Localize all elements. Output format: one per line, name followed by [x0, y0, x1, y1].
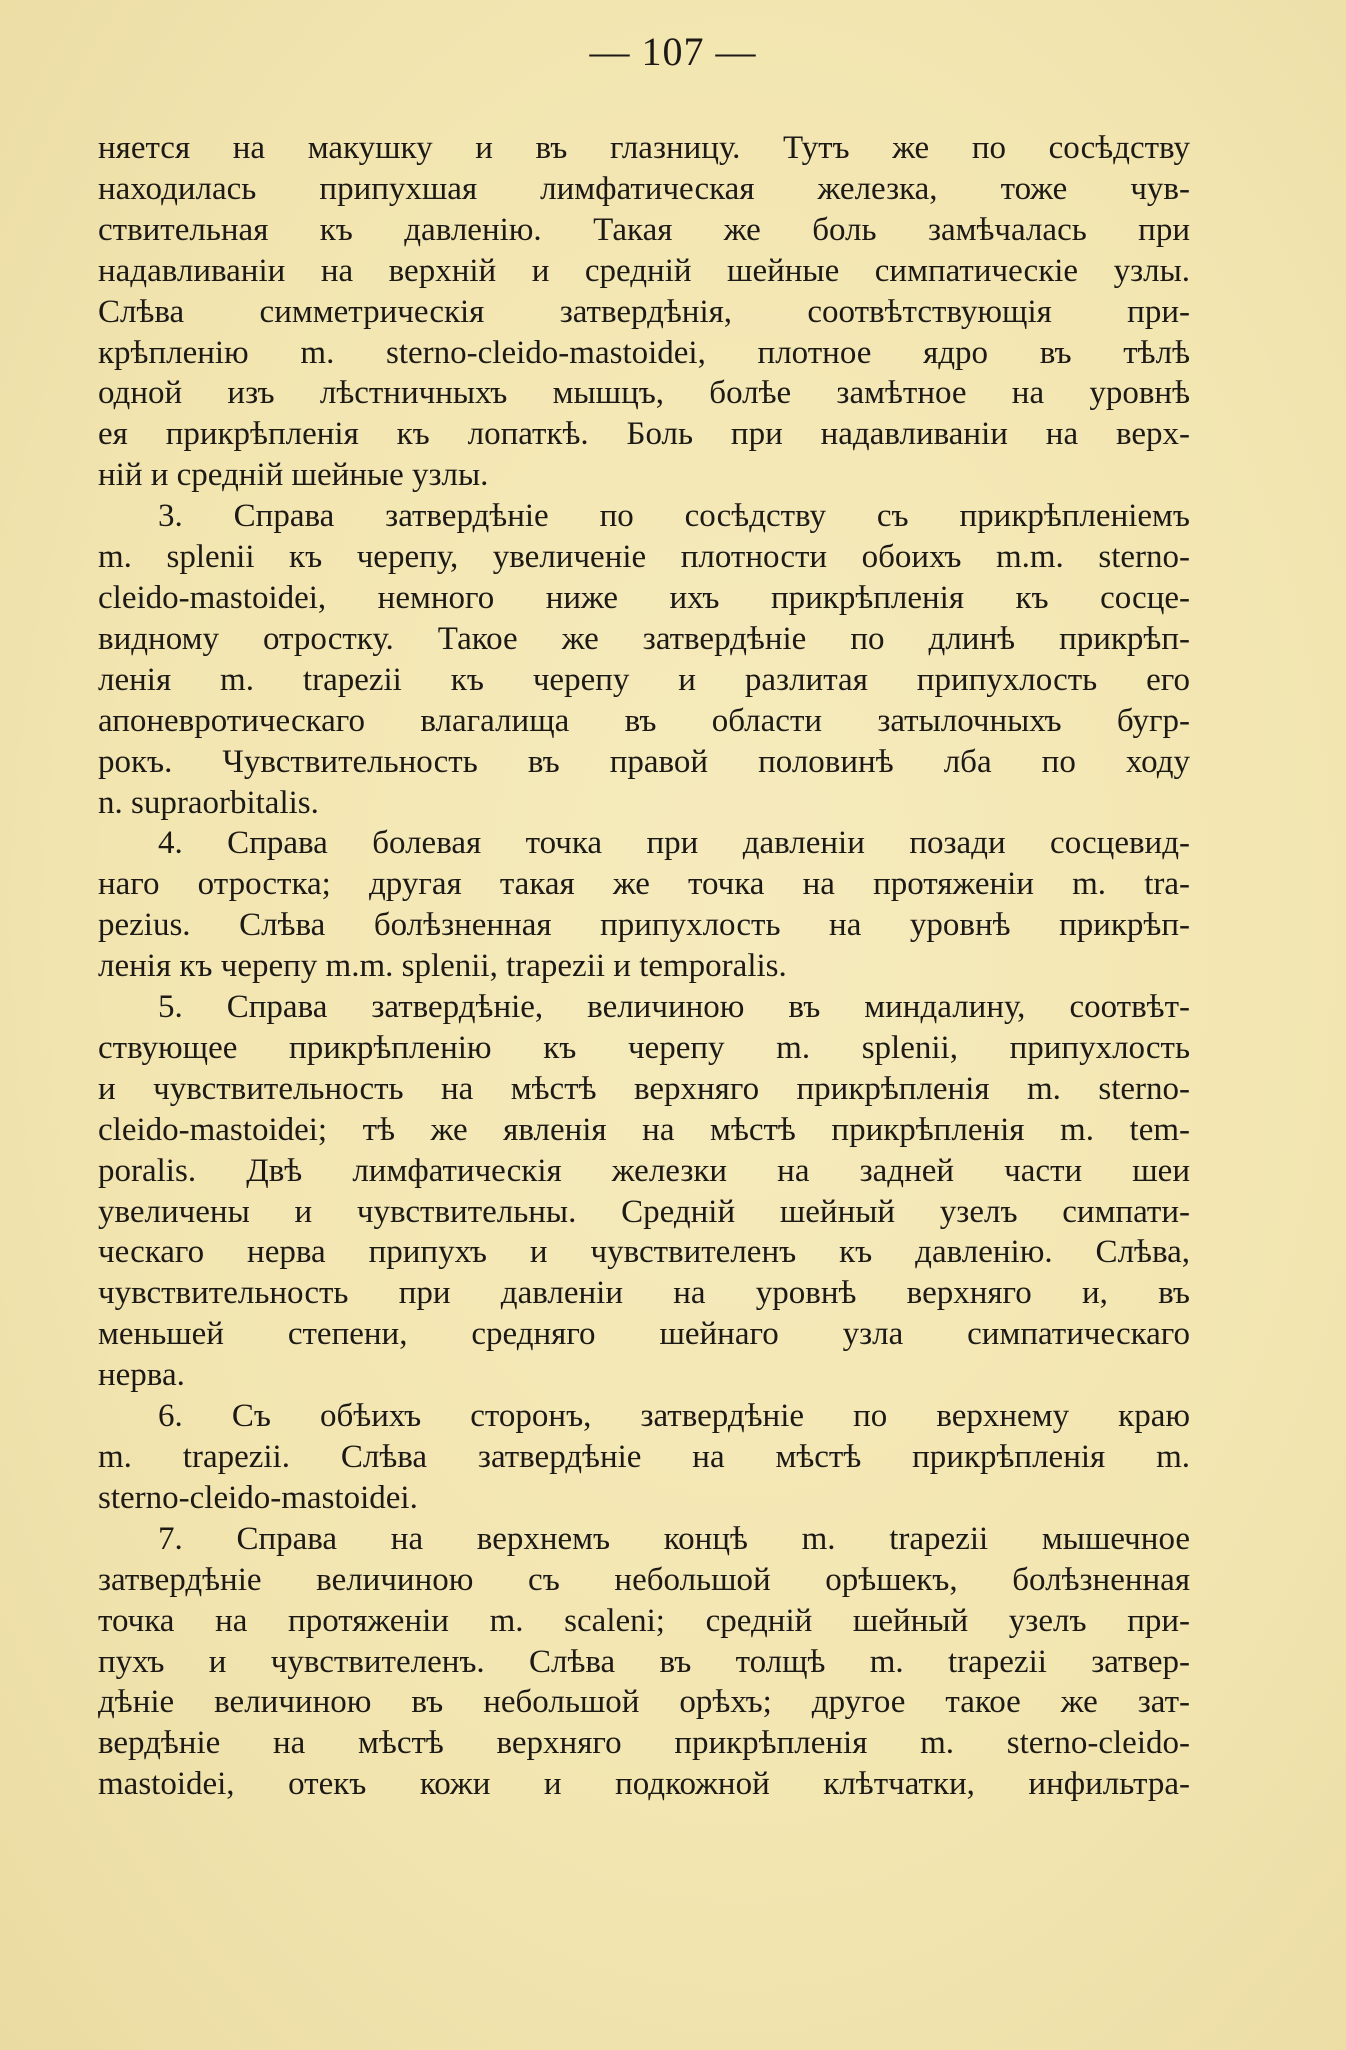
text-line: вердѣніе на мѣстѣ верхняго прикрѣпленія m. sterno-cleido- [98, 1725, 1190, 1762]
text-line: меньшей степени, средняго шейнаго узла симпатическаго [98, 1316, 1190, 1353]
text-line: m. splenii къ черепу, увеличеніе плотности обоихъ m.m. sterno- [98, 539, 1190, 576]
text-line: sterno-cleido-mastoidei. [98, 1479, 418, 1516]
text-line: пухъ и чувствителенъ. Слѣва въ толщѣ m. trapezii затвер- [98, 1643, 1190, 1680]
text-line: одной изъ лѣстничныхъ мышцъ, болѣе замѣтное на уровнѣ [98, 375, 1190, 412]
paragraph-first-line: 7. Справа на верхнемъ концѣ m. trapezii мышечное [158, 1520, 1190, 1557]
text-line: находилась припухшая лимфатическая железка, тоже чув- [98, 170, 1190, 207]
text-line: увеличены и чувствительны. Средній шейный узелъ симпати- [98, 1193, 1190, 1230]
text-line: ленія m. trapezii къ черепу и разлитая припухлость его [98, 661, 1190, 698]
text-line: нерва. [98, 1357, 185, 1394]
text-line: pezius. Слѣва болѣзненная припухлость на уровнѣ прикрѣп- [98, 907, 1190, 944]
text-line: чувствительность при давленіи на уровнѣ верхняго и, въ [98, 1275, 1190, 1312]
text-line: рокъ. Чувствительность въ правой половинѣ лба по ходу [98, 743, 1190, 780]
text-line: mastoidei, отекъ кожи и подкожной клѣтчатки, инфильтра- [98, 1766, 1190, 1803]
page-number: — 107 — [589, 29, 757, 74]
text-line: затвердѣніе величиною съ небольшой орѣшекъ, болѣзненная [98, 1561, 1190, 1598]
text-line: точка на протяженіи m. scaleni; средній шейный узелъ при- [98, 1602, 1190, 1639]
text-line: ленія къ черепу m.m. splenii, trapezii и temporalis. [98, 948, 787, 985]
text-line: наго отростка; другая такая же точка на протяженіи m. tra- [98, 866, 1190, 903]
paragraph-first-line: 3. Справа затвердѣніе по сосѣдству съ прикрѣпленіемъ [158, 498, 1190, 535]
text-line: n. supraorbitalis. [98, 784, 319, 821]
text-line: апоневротическаго влагалища въ области затылочныхъ бугр- [98, 702, 1190, 739]
text-line: Слѣва симметрическія затвердѣнія, соотвѣтствующія при- [98, 293, 1190, 330]
text-line: ній и средній шейные узлы. [98, 457, 489, 494]
text-line: m. trapezii. Слѣва затвердѣніе на мѣстѣ прикрѣпленія m. [98, 1439, 1190, 1475]
text-line: poralis. Двѣ лимфатическія железки на задней части шеи [98, 1152, 1190, 1189]
text-line: cleido-mastoidei; тѣ же явленія на мѣстѣ прикрѣпленія m. tem- [98, 1111, 1190, 1148]
text-line: крѣпленію m. sterno-cleido-mastoidei, плотное ядро въ тѣлѣ [98, 334, 1190, 371]
text-line: ствительная къ давленію. Такая же боль замѣчалась при [98, 211, 1190, 248]
paragraph-first-line: 6. Съ обѣихъ сторонъ, затвердѣніе по верхнему краю [158, 1398, 1190, 1435]
text-line: ческаго нерва припухъ и чувствителенъ къ давленію. Слѣва, [98, 1234, 1190, 1271]
body-text [98, 128, 1190, 1805]
text-line: ствующее прикрѣпленію къ черепу m. splenii, припухлость [98, 1029, 1190, 1066]
text-line: и чувствительность на мѣстѣ верхняго прикрѣпленія m. sterno- [98, 1070, 1190, 1107]
paragraph-first-line: 4. Справа болевая точка при давленіи позади сосцевид- [158, 825, 1190, 862]
text-line: cleido-mastoidei, немного ниже ихъ прикрѣпленія къ сосце- [98, 579, 1190, 616]
text-line: надавливаніи на верхній и средній шейные симпатическіе узлы. [98, 252, 1190, 289]
text-line: дѣніе величиною въ небольшой орѣхъ; другое такое же зат- [98, 1684, 1190, 1721]
text-line: видному отростку. Такое же затвердѣніе по длинѣ прикрѣп- [98, 620, 1190, 657]
text-line: ея прикрѣпленія къ лопаткѣ. Боль при надавливаніи на верх- [98, 416, 1190, 453]
text-line: няется на макушку и въ глазницу. Тутъ же по сосѣдству [98, 130, 1190, 166]
paragraph-first-line: 5. Справа затвердѣніе, величиною въ миндалину, соотвѣт- [158, 989, 1190, 1026]
